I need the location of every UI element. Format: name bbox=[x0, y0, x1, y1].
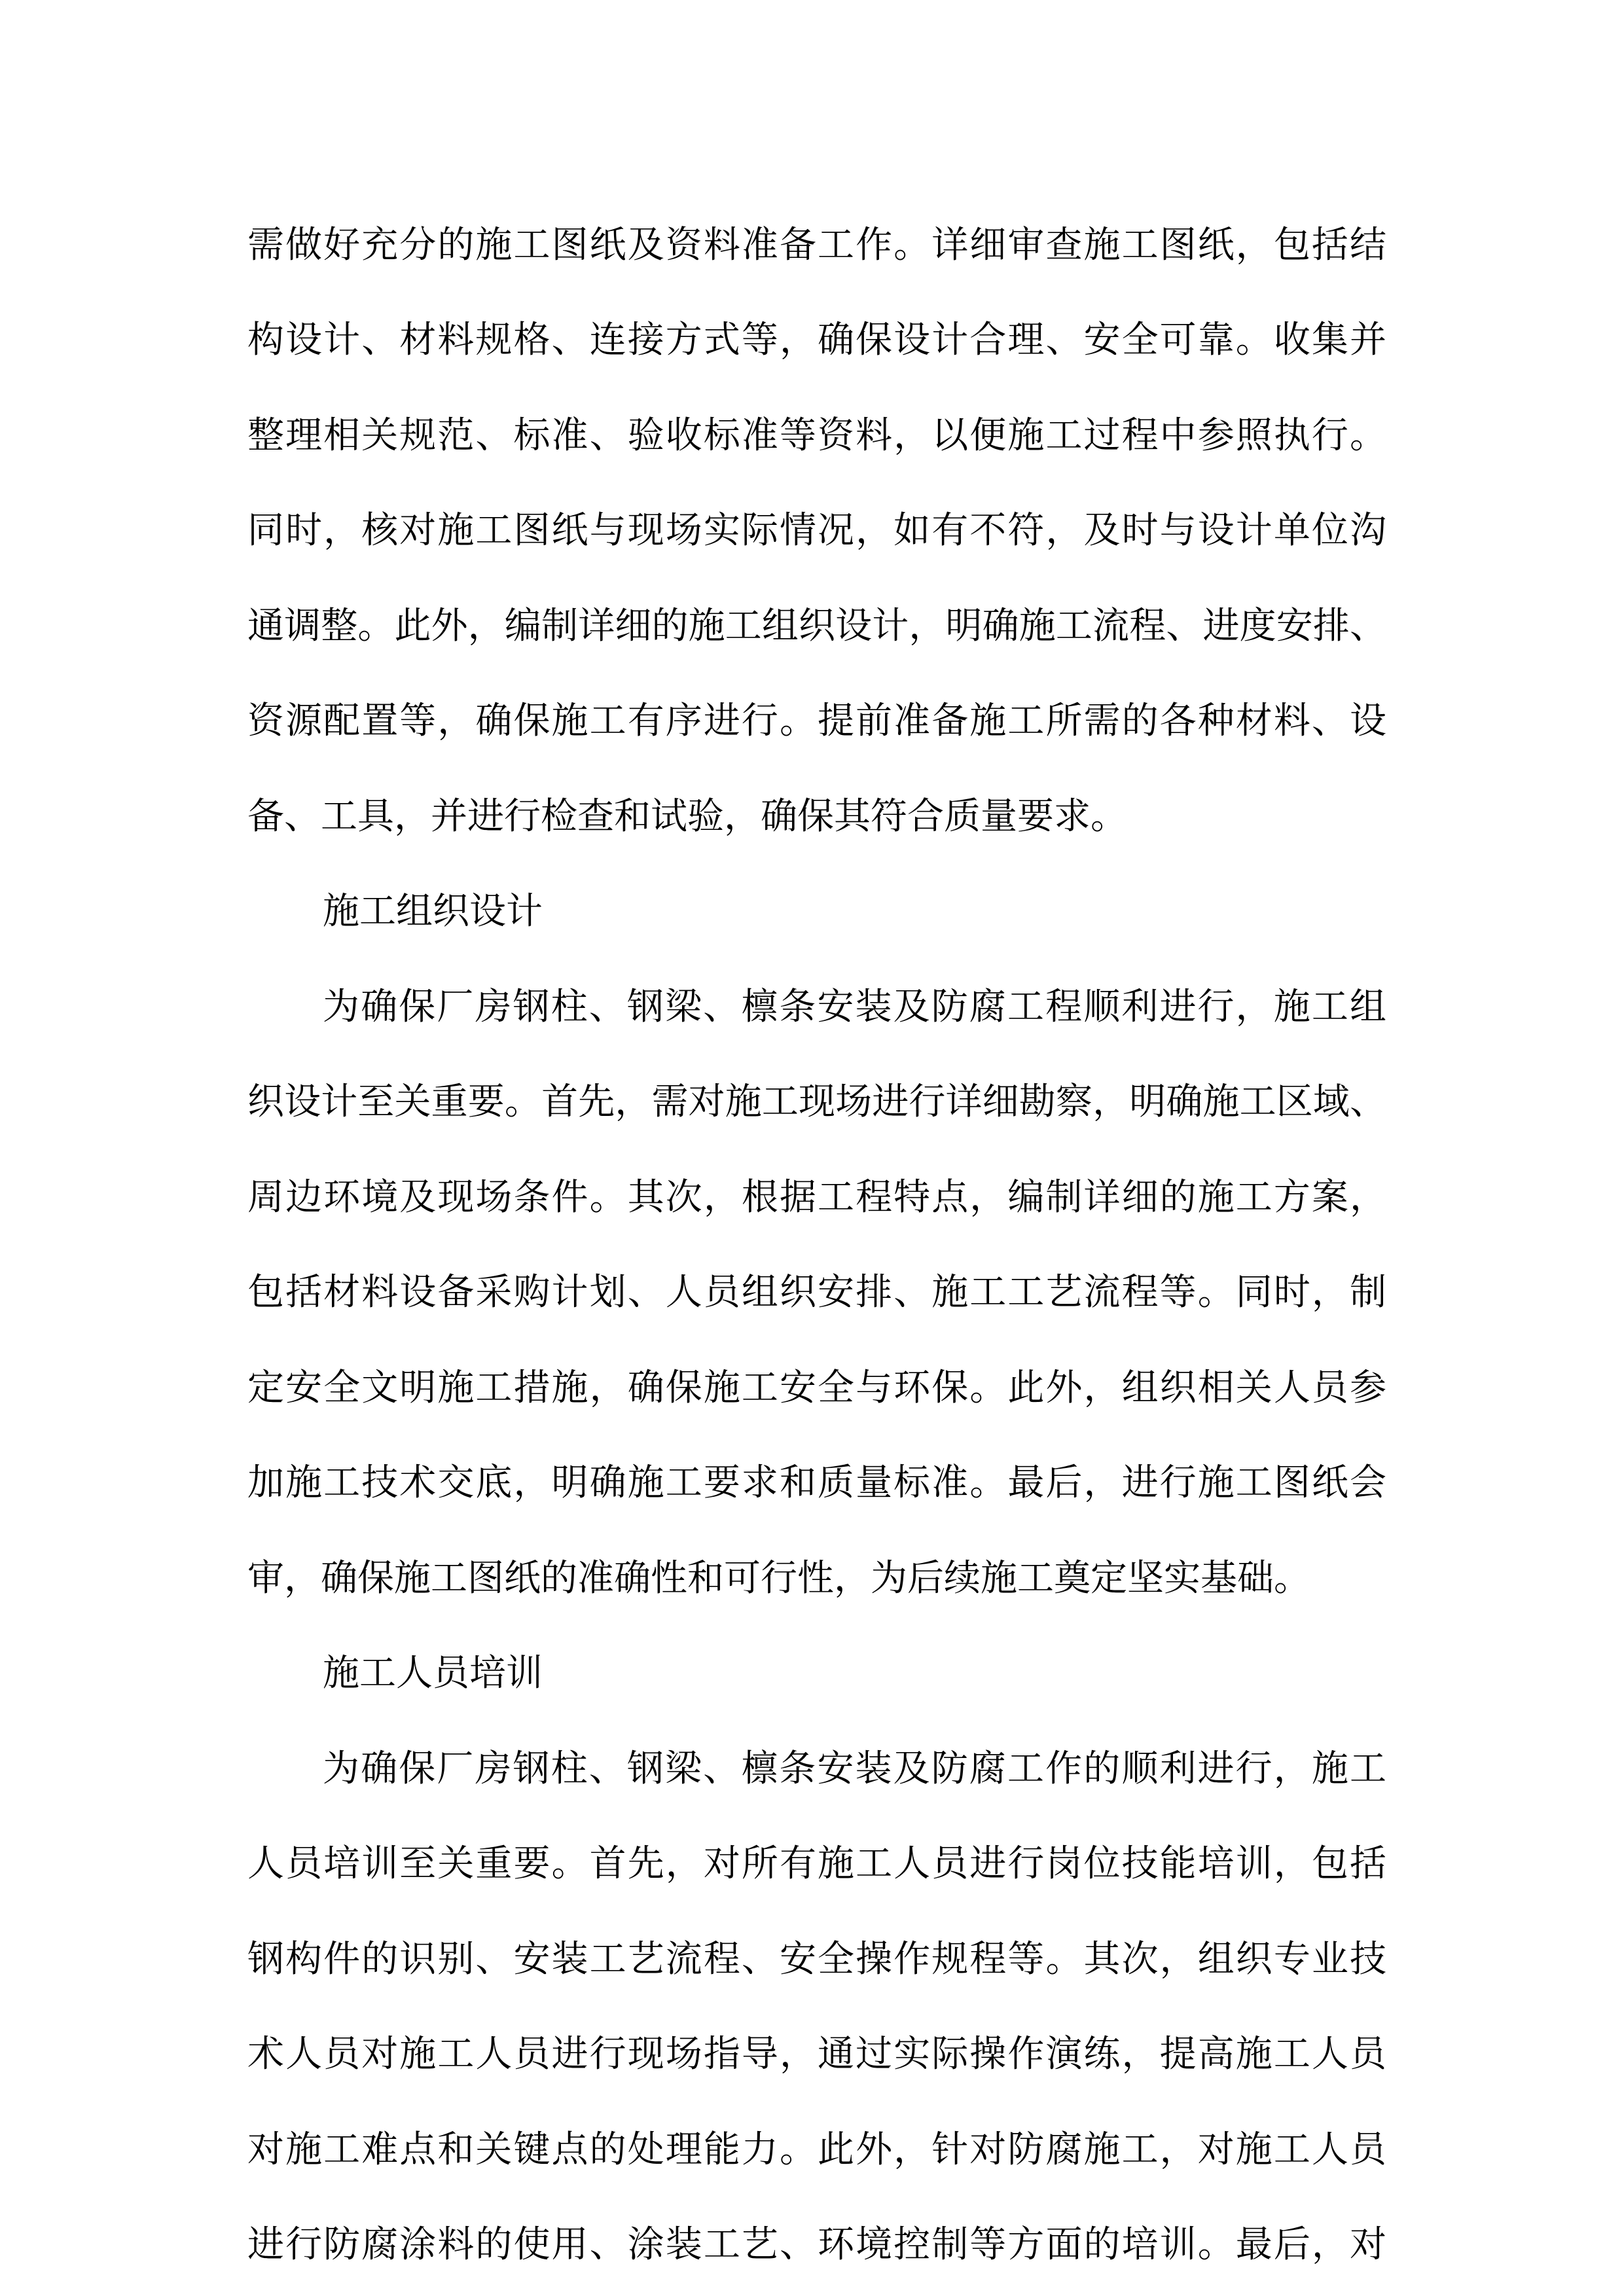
body-text-line: 资源配置等，确保施工有序进行。提前准备施工所需的各种材料、设 bbox=[247, 700, 1386, 742]
body-text-line: 定安全文明施工措施，确保施工安全与环保。此外，组织相关人员参 bbox=[247, 1367, 1386, 1409]
body-text-line: 通调整。此外，编制详细的施工组织设计，明确施工流程、进度安排、 bbox=[247, 605, 1386, 647]
body-text-line: 同时，核对施工图纸与现场实际情况，如有不符，及时与设计单位沟 bbox=[247, 509, 1386, 552]
body-text-line: 整理相关规范、标准、验收标准等资料，以便施工过程中参照执行。 bbox=[247, 414, 1386, 457]
body-text-line: 备、工具，并进行检查和试验，确保其符合质量要求。 bbox=[247, 795, 1127, 838]
body-text-line: 审，确保施工图纸的准确性和可行性，为后续施工奠定坚实基础。 bbox=[247, 1557, 1310, 1600]
body-text-line: 人员培训至关重要。首先，对所有施工人员进行岗位技能培训，包括 bbox=[247, 1842, 1386, 1885]
body-text-line: 为确保厂房钢柱、钢梁、檩条安装及防腐工作的顺利进行，施工 bbox=[323, 1748, 1386, 1790]
body-text-line: 加施工技术交底，明确施工要求和质量标准。最后，进行施工图纸会 bbox=[247, 1462, 1386, 1504]
body-text-line: 术人员对施工人员进行现场指导，通过实际操作演练，提高施工人员 bbox=[247, 2033, 1386, 2075]
body-text-line: 需做好充分的施工图纸及资料准备工作。详细审查施工图纸，包括结 bbox=[247, 224, 1386, 266]
body-text-line: 织设计至关重要。首先，需对施工现场进行详细勘察，明确施工区域、 bbox=[247, 1081, 1386, 1123]
body-text-line: 周边环境及现场条件。其次，根据工程特点，编制详细的施工方案， bbox=[247, 1176, 1386, 1219]
body-text-line: 构设计、材料规格、连接方式等，确保设计合理、安全可靠。收集并 bbox=[247, 319, 1386, 361]
body-text-line: 包括材料设备采购计划、人员组织安排、施工工艺流程等。同时，制 bbox=[247, 1271, 1386, 1314]
body-text-line: 对施工难点和关键点的处理能力。此外，针对防腐施工，对施工人员 bbox=[247, 2128, 1386, 2171]
section-heading: 施工人员培训 bbox=[323, 1652, 543, 1695]
body-text-line: 为确保厂房钢柱、钢梁、檩条安装及防腐工程顺利进行，施工组 bbox=[323, 986, 1386, 1028]
body-text-line: 钢构件的识别、安装工艺流程、安全操作规程等。其次，组织专业技 bbox=[247, 1938, 1386, 1981]
body-text-line: 进行防腐涂料的使用、涂装工艺、环境控制等方面的培训。最后，对 bbox=[247, 2223, 1386, 2266]
section-heading: 施工组织设计 bbox=[323, 890, 543, 933]
